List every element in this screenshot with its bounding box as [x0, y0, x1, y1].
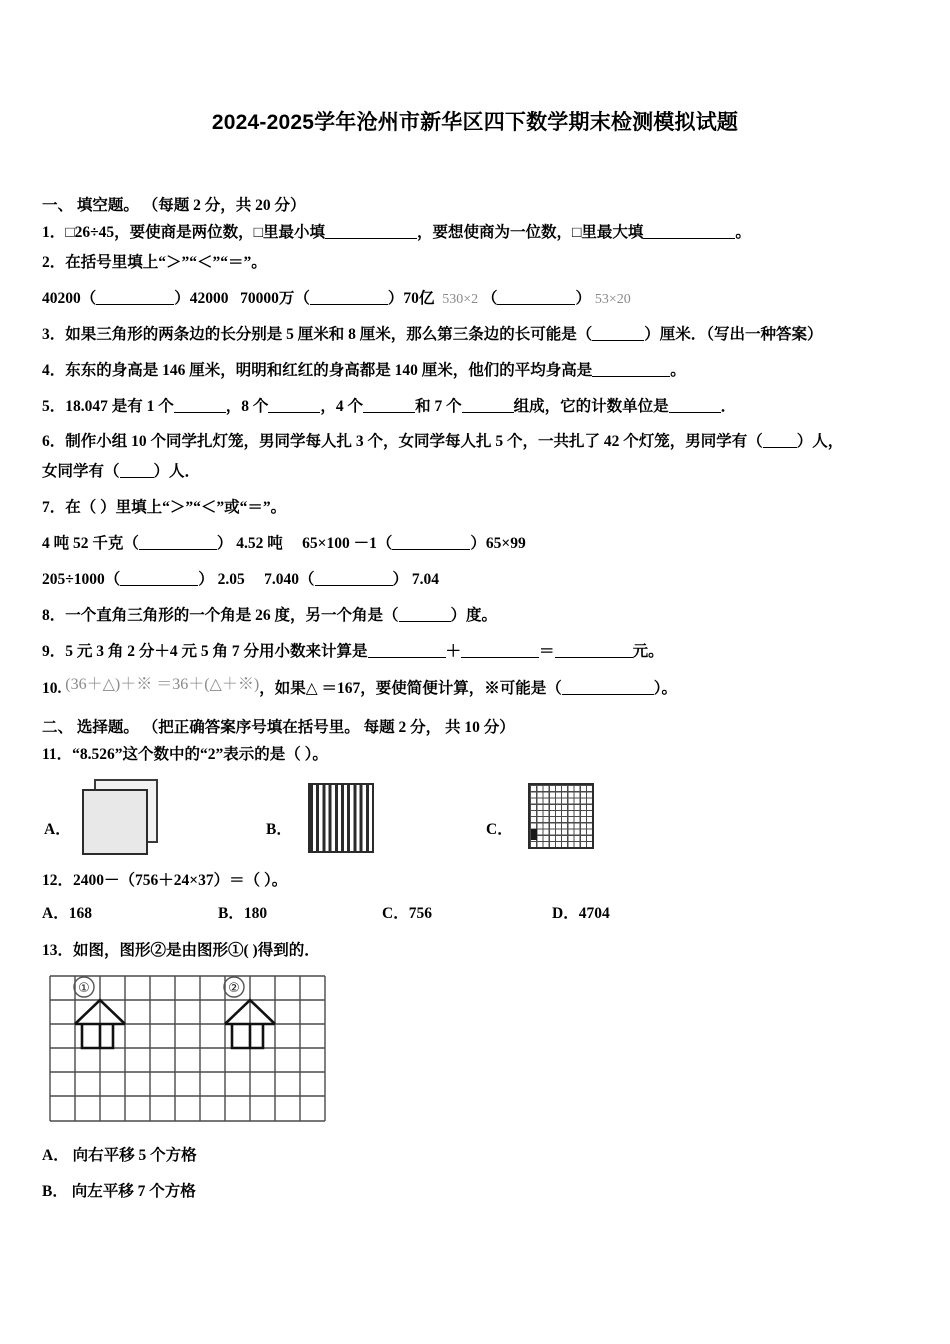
question-1-text-part1: □26÷45，要使商是两位数，□里最小填: [65, 223, 325, 241]
question-13-text: 如图，图形②是由图形①( )得到的．: [73, 941, 320, 959]
question-5-text-p1: 18.047 是有 1 个: [65, 397, 174, 415]
question-6-line-1: [42, 432, 918, 453]
question-9-text-p3: ＝: [539, 642, 555, 660]
answer-blank[interactable]: [392, 535, 470, 551]
question-3: [42, 325, 918, 346]
option-a[interactable]: A．168: [42, 904, 92, 922]
answer-blank[interactable]: [315, 570, 393, 586]
answer-blank[interactable]: [461, 642, 539, 658]
answer-blank[interactable]: [268, 397, 320, 413]
question-6-number: 6．: [42, 433, 66, 451]
question-4-text-part2: 。: [670, 361, 686, 379]
q7-r1-b-right: ）65×99: [470, 535, 526, 553]
question-9-number: 9．: [42, 642, 66, 660]
question-9-text-p2: ＋: [445, 642, 462, 660]
question-10-text-p1: ，如果△ ＝167，要使简便计算，※可能是（: [259, 679, 562, 697]
q7-r2-a-left: 205÷1000（: [42, 571, 121, 589]
question-10: [42, 675, 918, 700]
shape-2-label: [224, 977, 244, 997]
q7-r1-b-left: 65×100 －1（: [302, 535, 393, 553]
question-11-options: [42, 775, 918, 867]
option-a-label[interactable]: A．: [44, 820, 71, 838]
question-13-figure-translation-grid: [44, 971, 331, 1128]
answer-blank[interactable]: [592, 325, 644, 341]
answer-blank[interactable]: [174, 397, 226, 413]
answer-blank[interactable]: [120, 463, 154, 479]
shape-1-label: [74, 977, 94, 997]
question-1-number: 1．: [42, 223, 66, 241]
answer-blank[interactable]: [120, 570, 198, 586]
question-6-text-d: ）人．: [153, 463, 201, 481]
answer-blank[interactable]: [399, 606, 451, 622]
question-3-text-part2: ）厘米．（写出一种答案）: [644, 325, 823, 343]
question-11-text: “8.526”这个数中的“2”表示的是（ ）。: [72, 745, 328, 763]
hundred-grid-square: [528, 783, 594, 849]
question-9-text-p1: 5 元 3 角 2 分＋4 元 5 角 7 分用小数来计算是: [65, 642, 368, 660]
answer-blank[interactable]: [592, 361, 670, 377]
answer-blank[interactable]: [497, 289, 575, 305]
question-9-text-p4: 元。: [632, 642, 664, 660]
compare-c-close: ）: [575, 289, 591, 307]
question-5-text-p2: ，8 个: [225, 397, 269, 415]
question-13: [42, 941, 918, 962]
striped-square: [308, 783, 374, 853]
question-2: [42, 253, 918, 274]
answer-blank[interactable]: [139, 535, 217, 551]
question-12-text: 2400－（756＋24×37）＝（ ）。: [73, 871, 288, 889]
q7-r1-a-right: ） 4.52 吨: [216, 535, 283, 553]
question-8-text-p2: ）度。: [450, 607, 498, 625]
compare-c-left-expression: 530×2: [442, 291, 479, 307]
house-body: [82, 1024, 113, 1048]
answer-blank[interactable]: [555, 642, 633, 658]
question-6-line-2: [42, 462, 918, 483]
question-9: [42, 642, 918, 663]
square-front: [82, 789, 148, 855]
question-11: [42, 745, 918, 766]
question-10-text-p2: ）。: [653, 679, 677, 697]
answer-blank[interactable]: [96, 289, 174, 305]
question-4-text-part1: 东东的身高是 146 厘米，明明和红红的身高都是 140 厘米，他们的平均身高是: [65, 361, 593, 379]
q7-r2-b-right: ） 7.04: [392, 571, 440, 589]
question-13-option-b[interactable]: B． 向左平移 7 个方格: [42, 1183, 196, 1201]
label-text-2: ②: [228, 980, 240, 996]
question-8-text-p1: 一个直角三角形的一个角是 26 度，另一个角是（: [65, 607, 399, 625]
answer-blank[interactable]: [368, 642, 446, 658]
answer-blank[interactable]: [562, 679, 654, 695]
section-1-heading: 一、 填空题。 （每题 2 分，共 20 分）: [42, 197, 306, 214]
question-7-row-1: [42, 534, 918, 555]
answer-blank[interactable]: [669, 397, 721, 413]
house-body: [232, 1024, 263, 1048]
question-12-number: 12．: [42, 871, 74, 889]
option-b[interactable]: B．180: [218, 904, 268, 922]
question-2-number: 2．: [42, 253, 66, 271]
compare-b-right: ）70亿: [387, 289, 435, 307]
question-3-number: 3．: [42, 325, 66, 343]
question-1-text-part2: ，要想使商为一位数，□里最大填: [417, 223, 644, 241]
question-8-number: 8．: [42, 607, 66, 625]
option-c-label[interactable]: C．: [486, 820, 513, 838]
question-6-text-a: 制作小组 10 个同学扎灯笼，男同学每人扎 3 个，女同学每人扎 5 个，一共扎了 42 个灯笼，男同学有（: [65, 433, 763, 451]
question-8: [42, 606, 918, 627]
answer-blank[interactable]: [462, 397, 514, 413]
answer-blank[interactable]: [363, 397, 415, 413]
question-6-text-c: 女同学有（: [42, 463, 120, 481]
question-6-text-b: ）人，: [796, 433, 844, 451]
exam-content: [42, 196, 918, 1219]
question-4-number: 4．: [42, 361, 66, 379]
question-7-text: 在（ ）里填上“＞”“＜”或“＝”。: [65, 499, 287, 517]
question-1: [42, 223, 918, 244]
answer-blank[interactable]: [643, 223, 735, 239]
compare-b-left: 70000万（: [240, 289, 310, 307]
question-2-text: 在括号里填上“＞”“＜”“＝”。: [65, 253, 267, 271]
option-d[interactable]: D．4704: [552, 904, 610, 922]
shaded-cell: [531, 829, 537, 840]
question-5: [42, 397, 918, 418]
option-b-label[interactable]: B．: [266, 820, 292, 838]
question-12: [42, 871, 918, 892]
q7-r2-b-left: 7.040（: [264, 571, 315, 589]
compare-a-left: 40200（: [42, 289, 97, 307]
answer-blank[interactable]: [310, 289, 388, 305]
question-4: [42, 361, 918, 382]
compare-a-right: ）42000: [174, 289, 229, 307]
question-5-text-p5: 组成，它的计数单位是: [513, 397, 669, 415]
page-title: 2024-2025学年沧州市新华区四下数学期末检测模拟试题: [211, 111, 739, 134]
section-2-heading: 二、 选择题。 （把正确答案序号填在括号里。 每题 2 分， 共 10 分）: [42, 718, 515, 736]
question-10-formula: (36＋△)＋※ ＝36＋(△＋※): [65, 675, 260, 693]
question-13-number: 13．: [42, 941, 74, 959]
question-5-text-p6: ．: [720, 397, 737, 415]
question-5-text-p4: 和 7 个: [415, 397, 462, 415]
question-7-number: 7．: [42, 499, 66, 517]
q7-r1-a-left: 4 吨 52 千克（: [42, 535, 139, 553]
q7-r2-a-right: ） 2.05: [198, 571, 245, 589]
option-c[interactable]: C．756: [382, 904, 432, 922]
answer-blank[interactable]: [763, 433, 797, 449]
question-5-text-p3: ，4 个: [320, 397, 364, 415]
question-2-comparison-row: [42, 289, 918, 310]
question-1-text-part3: 。: [735, 223, 751, 241]
question-11-number: 11．: [42, 745, 73, 763]
question-5-number: 5．: [42, 397, 66, 415]
question-7-row-2: [42, 570, 918, 591]
label-text-1: ①: [78, 980, 90, 996]
question-13-option-a[interactable]: A． 向右平移 5 个方格: [42, 1146, 197, 1164]
compare-c-right-expression: 53×20: [594, 291, 631, 307]
question-7: [42, 498, 918, 519]
answer-blank[interactable]: [325, 223, 417, 239]
question-3-text-part1: 如果三角形的两条边的长分别是 5 厘米和 8 厘米，那么第三条边的长可能是（: [65, 325, 593, 343]
translation-grid-svg: [44, 971, 331, 1128]
compare-c-open: （: [481, 289, 498, 307]
question-10-number: 10.: [42, 679, 62, 697]
question-12-options: [42, 901, 918, 923]
